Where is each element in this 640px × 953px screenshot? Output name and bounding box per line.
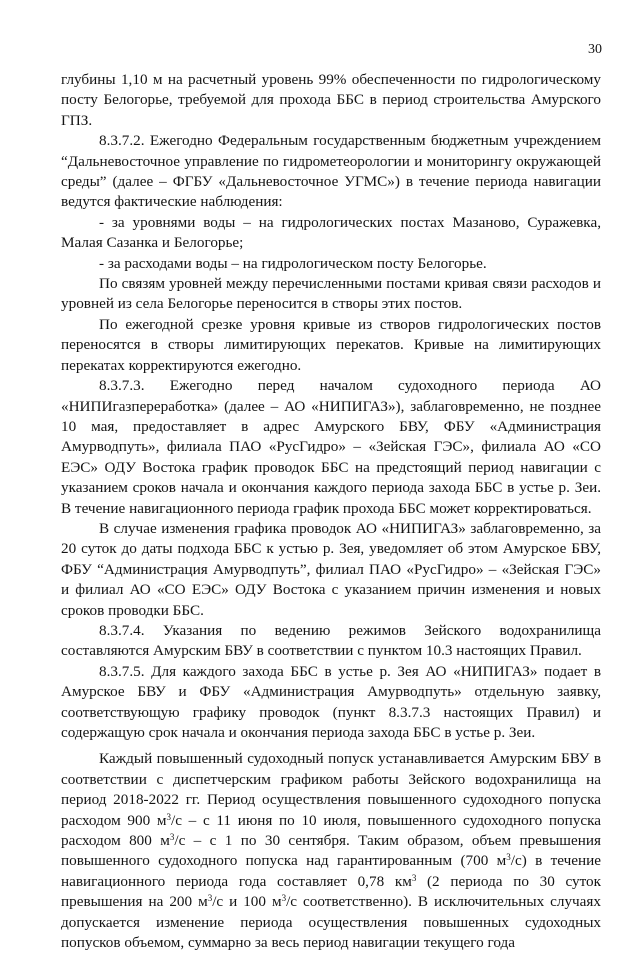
superscript-cubic: 3 bbox=[169, 832, 175, 843]
text-segment: /с – с 1 по 30 сентября. Таким образом, объем превышения повышенного судоходного попуска над гарантированным (700 м bbox=[61, 832, 601, 870]
paragraph-level-relations: По связям уровней между перечисленными постами кривая связи расходов и уровней из села Белогорье переносится в створы этих постов. bbox=[61, 275, 601, 313]
paragraph-8-3-7-2: 8.3.7.2. Ежегодно Федеральным государственным бюджетным учреждением “Дальневосточное управление по гидрометеорологии и мониторингу окружающей среды” (далее – ФГБУ «Дальневосточное УГМС») в течение периода навигации ведутся фактические наблюдения: bbox=[61, 132, 601, 211]
list-item-water-discharge: - за расходами воды – на гидрологическом посту Белогорье. bbox=[99, 254, 487, 272]
page-number: 30 bbox=[588, 42, 602, 57]
paragraph-8-3-7-3: 8.3.7.3. Ежегодно перед началом судоходного периода АО «НИПИгазпереработка» (далее – АО «НИПИГАЗ»), заблаговременно, не позднее 10 мая, предоставляет в адрес Амурского БВУ, ФБУ «Администрация Амурводпуть», филиала ПАО «РусГидро» – «Зейская ГЭС», филиала АО «СО ЕЭС» ОДУ Востока график проводок ББС на предстоящий период навигации с указанием сроков начала и окончания каждого периода захода ББС в устье р. Зеи. В течение навигационного периода график прохода ББС может корректироваться. bbox=[61, 377, 601, 517]
text-segment: (2 периода по 30 суток превышения на 200 м bbox=[61, 872, 601, 911]
text-segment: /с – с 11 июня по 10 июля, повышенного судоходного попуска расходом 800 м bbox=[61, 811, 601, 850]
superscript-cubic: 3 bbox=[411, 872, 417, 883]
document-body bbox=[61, 70, 601, 953]
superscript-cubic: 3 bbox=[281, 893, 287, 904]
paragraph-8-3-7-5: 8.3.7.5. Для каждого захода ББС в устье р. Зея АО «НИПИГАЗ» подает в Амурское БВУ и ФБУ «Администрация Амурводпуть» отдельную заявку, соответствующую графику проводок (пункт 8.3.7.3 настоящих Правил) и содержащую срок начала и окончания периода захода ББС в устье р. Зеи. bbox=[61, 662, 601, 741]
text-segment: /с соответственно). В исключительных случаях допускается изменение периода осуществления повышенных судоходных попусков объемом, суммарно за весь период навигации текущего года bbox=[61, 893, 601, 952]
paragraph-increased-release bbox=[61, 749, 601, 953]
text-segment: /с) в течение навигационного периода года составляет 0,78 км bbox=[61, 852, 601, 890]
paragraph-annual-cut: По ежегодной срезке уровня кривые из створов гидрологических постов переносятся в створы лимитирующих перекатов. Кривые на лимитирующих перекатах корректируются ежегодно. bbox=[61, 315, 601, 374]
paragraph-8-3-7-4: 8.3.7.4. Указания по ведению режимов Зейского водохранилища составляются Амурским БВУ в соответствии с пунктом 10.3 настоящих Правил. bbox=[61, 621, 601, 660]
paragraph-continuation: глубины 1,10 м на расчетный уровень 99% обеспеченности по гидрологическому посту Белогорье, требуемой для прохода ББС в период строительства Амурского ГПЗ. bbox=[61, 71, 601, 129]
text-segment: /с и 100 м bbox=[212, 893, 282, 911]
superscript-cubic: 3 bbox=[166, 811, 171, 822]
text-segment: Каждый повышенный судоходный попуск устанавливается Амурским БВУ в соответствии с диспетчерским графиком работы Зейского водохранилища на период 2018-2022 гг. Период осуществления повышенного судоходного попуска расходом 900 м bbox=[61, 750, 601, 829]
list-item-water-levels: - за уровнями воды – на гидрологических постах Мазаново, Суражевка, Малая Сазанка и Белогорье; bbox=[61, 213, 601, 252]
superscript-cubic: 3 bbox=[207, 893, 213, 904]
paragraph-schedule-change: В случае изменения графика проводок АО «НИПИГАЗ» заблаговременно, за 20 суток до даты подхода ББС к устью р. Зея, уведомляет об этом Амурское БВУ, ФБУ “Администрация Амурводпуть”, филиал ПАО «РусГидро» – «Зейская ГЭС» и филиал АО «СО ЕЭС» ОДУ Востока с указанием причин изменения и новых сроков проводки ББС. bbox=[61, 519, 601, 619]
superscript-cubic: 3 bbox=[506, 852, 511, 863]
